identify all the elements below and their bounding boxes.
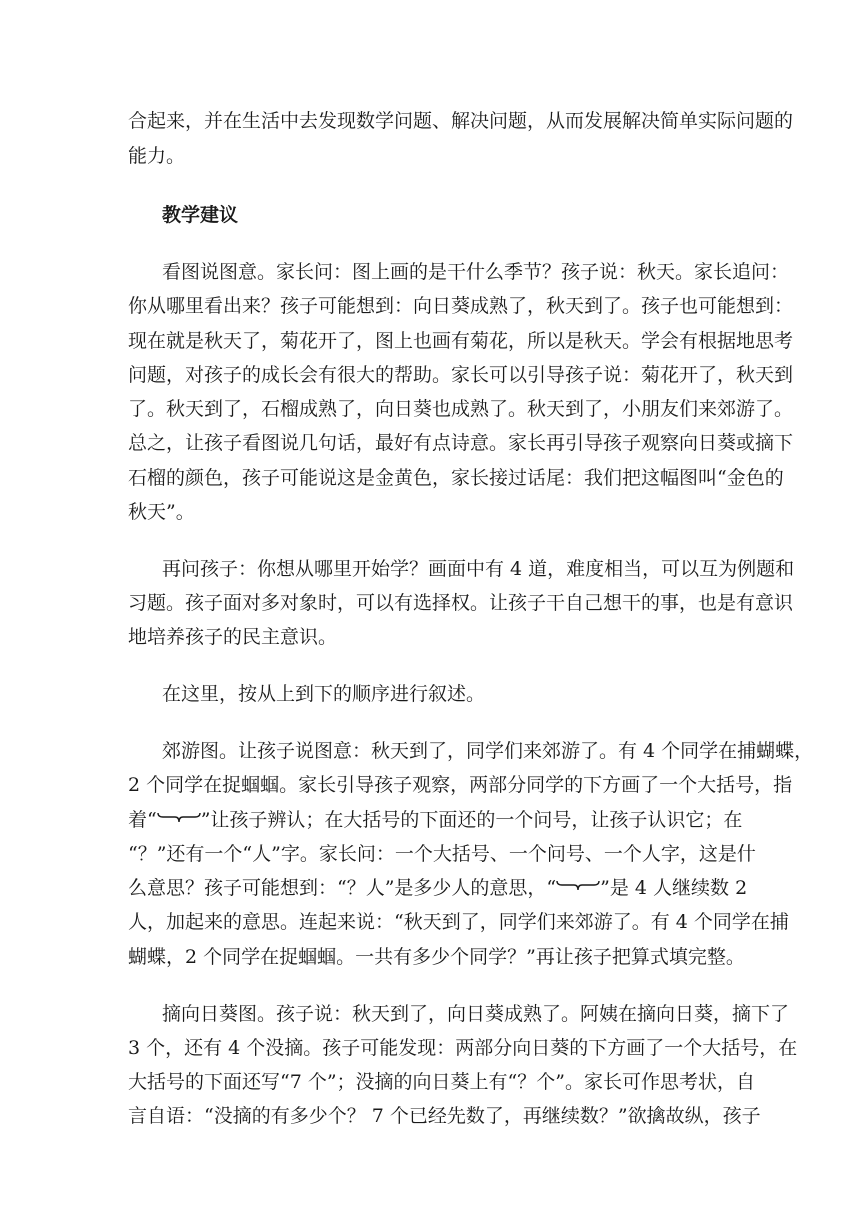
paragraph-line: 了。秋天到了，石榴成熟了，向日葵也成熟了。秋天到了，小朋友们来郊游了。 <box>128 398 794 420</box>
section-heading: 教学建议 <box>162 204 239 226</box>
paragraph-line: 再问孩子：你想从哪里开始学？画面中有 4 道，难度相当，可以互为例题和 <box>162 558 795 580</box>
text-fragment: 着“ <box>128 809 157 831</box>
paragraph-line: 郊游图。让孩子说图意：秋天到了，同学们来郊游了。有 4 个同学在捕蝴蝶， <box>162 740 814 762</box>
paragraph-line: 3 个，还有 4 个没摘。孩子可能发现：两部分向日葵的下方画了一个大括号，在 <box>128 1037 798 1059</box>
paragraph-line: 摘向日葵图。孩子说：秋天到了，向日葵成熟了。阿姨在摘向日葵，摘下了 <box>162 1003 790 1025</box>
paragraph-line <box>128 874 748 902</box>
brace-symbol-icon <box>157 811 201 823</box>
paragraph-line: 石榴的颜色，孩子可能说这是金黄色，家长接过话尾：我们把这幅图叫“金色的 <box>128 467 784 489</box>
paragraph-line: 人，加起来的意思。连起来说：“秋天到了，同学们来郊游了。有 4 个同学在捕 <box>128 911 789 933</box>
paragraph-line: 在这里，按从上到下的顺序进行叙述。 <box>162 683 486 705</box>
paragraph-line <box>128 806 743 834</box>
paragraph-line: 能力。 <box>128 145 186 167</box>
paragraph-line: 秋天”。 <box>128 501 195 523</box>
paragraph-line: 大括号的下面还写“7 个”；没摘的向日葵上有“？个”。家长可作思考状，自 <box>128 1071 755 1093</box>
paragraph-line: 看图说图意。家长问：图上画的是干什么季节？孩子说：秋天。家长追问： <box>162 261 790 283</box>
text-fragment: ”是 4 人继续数 2 <box>600 877 748 899</box>
paragraph-line: “？”还有一个“人”字。家长问：一个大括号、一个问号、一个人字，这是什 <box>128 843 756 865</box>
paragraph-line: 言自语：“没摘的有多少个？ 7 个已经先数了，再继续数？”欲擒故纵，孩子 <box>128 1105 761 1127</box>
paragraph-line: 你从哪里看出来？孩子可能想到：向日葵成熟了，秋天到了。孩子也可能想到： <box>128 295 794 317</box>
paragraph-line: 问题，对孩子的成长会有很大的帮助。家长可以引导孩子说：菊花开了，秋天到 <box>128 364 794 386</box>
paragraph-line: 合起来，并在生活中去发现数学问题、解决问题，从而发展解决简单实际问题的 <box>128 110 794 132</box>
paragraph-line: 总之，让孩子看图说几句话，最好有点诗意。家长再引导孩子观察向日葵或摘下 <box>128 432 794 454</box>
paragraph-line: 习题。孩子面对多对象时，可以有选择权。让孩子干自己想干的事，也是有意识 <box>128 592 794 614</box>
paragraph-line: 2 个同学在捉蝈蝈。家长引导孩子观察，两部分同学的下方画了一个大括号，指 <box>128 774 793 796</box>
text-fragment: 么意思？孩子可能想到：“？人”是多少人的意思，“ <box>128 877 557 899</box>
paragraph-line: 蝴蝶，2 个同学在捉蝈蝈。一共有多少个同学？”再让孩子把算式填完整。 <box>128 946 745 968</box>
paragraph-line: 现在就是秋天了，菊花开了，图上也画有菊花，所以是秋天。学会有根据地思考 <box>128 330 794 352</box>
brace-symbol-icon <box>556 879 600 891</box>
paragraph-line: 地培养孩子的民主意识。 <box>128 626 338 648</box>
text-fragment: ”让孩子辨认；在大括号的下面还的一个问号，让孩子认识它；在 <box>200 809 743 831</box>
